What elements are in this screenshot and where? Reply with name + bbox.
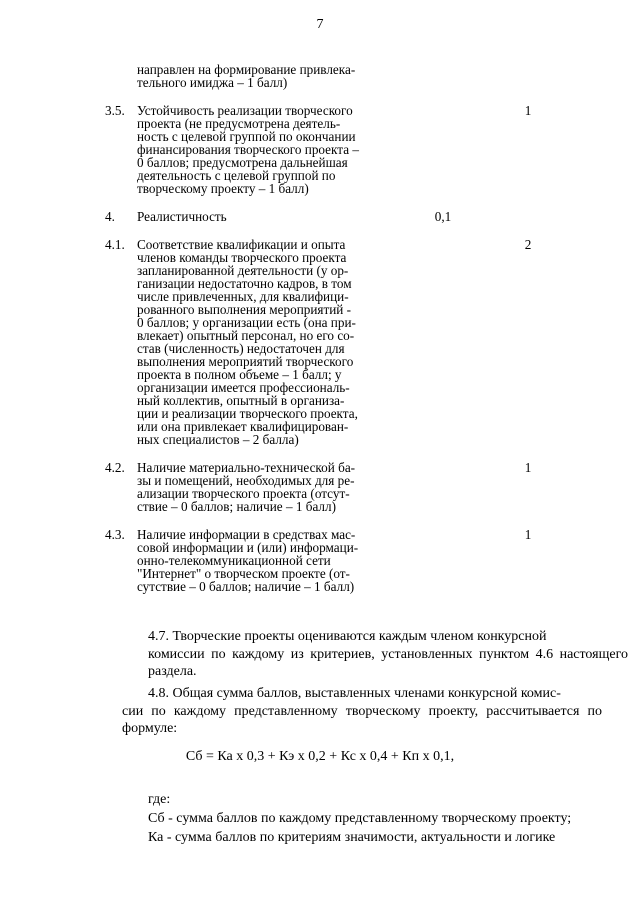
paragraph-4-7-rest (148, 646, 628, 681)
criteria-text-line: запланированной деятельности (у ор- (137, 263, 349, 278)
criteria-text-line: ность с целевой группой по окончании (137, 129, 356, 144)
criteria-points: 2 (524, 237, 532, 252)
criteria-points: 1 (524, 460, 532, 475)
paragraph-4-7 (148, 628, 602, 646)
criteria-text-line: проекта в полном объеме – 1 балл; у (137, 367, 342, 382)
criteria-number: 4.1. (105, 237, 125, 252)
criteria-text-line: Устойчивость реализации творческого (137, 103, 353, 118)
criteria-points (493, 210, 563, 223)
criteria-text-line: деятельность с целевой группой по (137, 168, 336, 183)
criteria-text (137, 528, 393, 593)
criteria-weight (393, 528, 493, 593)
criteria-text-line: финансирования творческого проекта – (137, 142, 359, 157)
criteria-text-line: ный коллектив, опытный в организа- (137, 393, 345, 408)
criteria-text-line: ганизации недостаточно кадров, в том (137, 276, 352, 291)
criteria-text-line: творческому проекту – 1 балл) (137, 181, 309, 196)
criteria-text-line: направлен на формирование привлека- (137, 62, 356, 77)
criteria-text-line: ализации творческого проекта (отсут- (137, 486, 350, 501)
criteria-text (137, 63, 393, 89)
criteria-table (105, 63, 563, 593)
page-number: 7 (316, 17, 324, 32)
criteria-text-line: влекает) опытный персонал, но его со- (137, 328, 355, 343)
criteria-text (137, 461, 393, 513)
row-spacer (105, 446, 563, 461)
criteria-text-line: или она привлекает квалифицирован- (137, 419, 349, 434)
criteria-text-line: ных специалистов – 2 балла) (137, 432, 299, 447)
criteria-text-line: выполнения мероприятий творческого (137, 354, 354, 369)
criteria-row (105, 461, 563, 513)
legend-line-2: Ка - сумма баллов по критериям значимости, актуальности и логике (148, 830, 556, 845)
criteria-weight: 0,1 (434, 209, 452, 224)
legend-line-1: Сб - сумма баллов по каждому представленному творческому проекту; (148, 811, 572, 826)
criteria-text-line: совой информации и (или) информаци- (137, 540, 359, 555)
criteria-number: 3.5. (105, 103, 125, 118)
criteria-text-line: Соответствие квалификации и опыта (137, 237, 346, 252)
row-spacer (105, 513, 563, 528)
criteria-text-line: Реалистичность (137, 209, 227, 224)
criteria-text-line: членов команды творческого проекта (137, 250, 347, 265)
criteria-weight (393, 104, 493, 195)
paragraph-4-8-rest-text: сии по каждому представленному творческому проекту, рассчитывается по формуле: (122, 703, 602, 736)
criteria-row (105, 528, 563, 593)
criteria-text-line: Наличие материально-технической ба- (137, 460, 356, 475)
paragraph-4-8 (148, 685, 602, 703)
paragraph-4-8-first-line: 4.8. Общая сумма баллов, выставленных членами конкурсной комис- (148, 686, 561, 701)
legend-label: где: (148, 792, 171, 807)
criteria-text-line: онно-телекоммуникационной сети (137, 553, 331, 568)
criteria-text-line: 0 баллов; предусмотрена дальнейшая (137, 155, 348, 170)
criteria-weight (393, 238, 493, 446)
criteria-number: 4.2. (105, 460, 125, 475)
criteria-text-line: "Интернет" о творческом проекте (от- (137, 566, 350, 581)
criteria-row (105, 63, 563, 89)
criteria-text-line: организации имеется профессиональ- (137, 380, 350, 395)
row-spacer (105, 223, 563, 238)
criteria-number: 4.3. (105, 527, 125, 542)
criteria-text-line: рованного выполнения мероприятий - (137, 302, 352, 317)
criteria-text-line: тельного имиджа – 1 балл) (137, 75, 288, 90)
criteria-text-line: став (численность) недостаточен для (137, 341, 345, 356)
criteria-text (137, 104, 393, 195)
paragraph-4-7-rest-text: комиссии по каждому из критериев, установленных пунктом 4.6 настоящего раздела. (148, 646, 628, 679)
criteria-points: 1 (524, 103, 532, 118)
row-spacer (105, 89, 563, 104)
criteria-points (493, 63, 563, 89)
criteria-points: 1 (524, 527, 532, 542)
criteria-row (105, 238, 563, 446)
formula-legend (148, 790, 602, 847)
criteria-text-line: Наличие информации в средствах мас- (137, 527, 356, 542)
criteria-text-line: ции и реализации творческого проекта, (137, 406, 358, 421)
criteria-text-line: числе привлеченных, для квалифици- (137, 289, 349, 304)
criteria-weight (393, 63, 493, 89)
criteria-weight (393, 461, 493, 513)
criteria-text-line: 0 баллов; у организации есть (она при- (137, 315, 356, 330)
score-formula: Сб = Ка х 0,3 + Кэ х 0,2 + Кс х 0,4 + Кп х 0,1, (185, 749, 455, 764)
criteria-number: 4. (105, 209, 115, 224)
criteria-text (137, 210, 393, 223)
criteria-text-line: проекта (не предусмотрена деятель- (137, 116, 341, 131)
criteria-row (105, 210, 563, 223)
row-spacer (105, 195, 563, 210)
paragraph-4-8-rest (122, 703, 602, 738)
criteria-text-line: сутствие – 0 баллов; наличие – 1 балл) (137, 579, 355, 594)
criteria-text-line: ствие – 0 баллов; наличие – 1 балл) (137, 499, 336, 514)
criteria-text-line: зы и помещений, необходимых для ре- (137, 473, 355, 488)
criteria-text (137, 238, 393, 446)
criteria-number (105, 63, 137, 89)
paragraph-4-7-first-line: 4.7. Творческие проекты оцениваются каждым членом конкурсной (148, 629, 547, 644)
criteria-row (105, 104, 563, 195)
